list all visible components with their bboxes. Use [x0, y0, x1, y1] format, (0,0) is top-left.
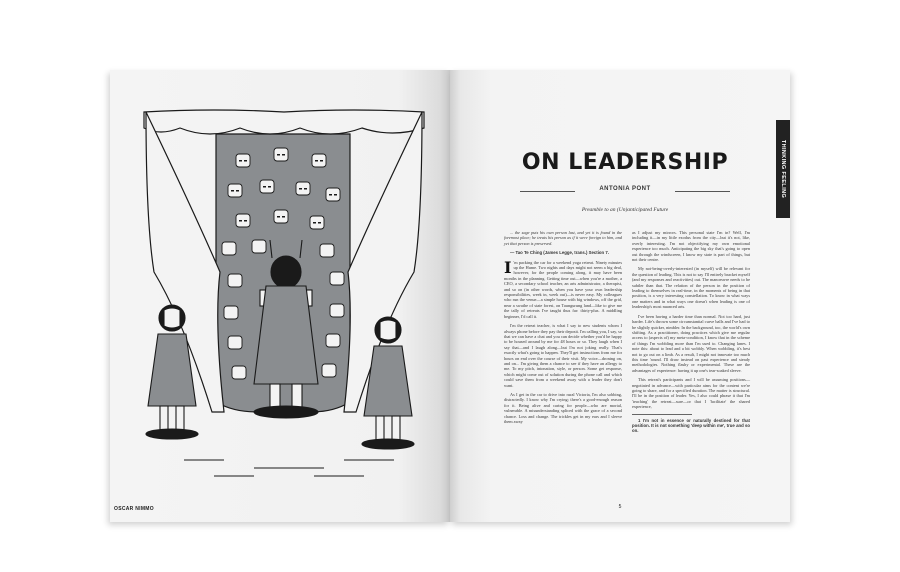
- epigraph: ... the sage puts his own person last, and yet it is found in the foremost place; he treats his person as if it were foreign to him, and yet that person is preserved.: [504, 230, 622, 246]
- paragraph: as I adjust my mirrors. This personal state I'm in? Well, I'm including it—in my little exodus from the city—but it's not, like, overly interesting. I'm not objectifying my own emotional experience too much. Anticipating the big sky that's going to open out through the windscreen, I know my state is part of things, but not their centre.: [632, 230, 750, 263]
- author-row: [520, 186, 730, 196]
- drop-cap: I: [504, 257, 512, 277]
- curtain-top: [144, 110, 424, 134]
- footnote: 1 I'm not in essence or naturally destined for that position. It is not something 'deep within me', true and so on.: [632, 417, 750, 434]
- article-subtitle: Preamble to an (Un)anticipated Future: [581, 207, 669, 213]
- illustration-credit: OSCAR NIMMO: [114, 506, 154, 512]
- magazine-spread: [110, 70, 790, 530]
- article-title: ON LEADERSHIP: [521, 150, 729, 175]
- paragraph: As I get in the car to drive into rural Victoria, I'm also sobbing, distractedly. I know why I'm crying; there's a good-enough reason for it. Being alive and caring for people—who are mortal, vulnerable. A misunderstanding spliced with the grace of a second chance. Loss and change. The trickles get in my ears and I sleeve them away: [504, 391, 622, 424]
- body-column-1: [504, 230, 622, 428]
- paragraph: I've been having a harder time than normal. Not too hard, just harder. Life's thrown some circumstantial curve balls and I've had to be slightly quicker, nimbler. In the background, too, the world's own shifting. As a practitioner, doing practices which give me regular access to (aspects of) my meta-condition, I know that in the scheme of things I'm wobbling more than I'm used to. Changing lanes. I note this: about to lead and a bit wobbly. When wobbling, it's best not to go out on a limb. As a result, I might not innovate too much this time 'round. I'll draw instead on past experience and steady methodologies. Nothing flashy or experimental. These are the advantages of experience: having it up one's tear-soaked sleeve.: [632, 313, 750, 373]
- stage-illustration: [124, 72, 436, 492]
- section-tab: [776, 120, 790, 218]
- left-page: [110, 70, 450, 522]
- section-label: THINKING FEELING: [780, 139, 786, 199]
- paragraph: This retreat's participants and I will be assuming positions—negotiated in advance—with particular aims for the content we're going to share, and for a specified duration. The matter is structural. I'll be in the position of leader. Yes, I also could phrase it that I'm 'teaching' the retreat—sure—or that I 'facilitate' the shared experience,: [632, 377, 750, 410]
- paragraph: I'm the retreat teacher, is what I say to new students whom I always phone before they pay their deposit. I'm calling you, I say, so that we can have a chat and you can decide whether you'd be happy to be housed around by me for 48 hours or so. They laugh when I say that—and I laugh along—but I'm not joking really. That's exactly what's going to happen. They'll get instructions from me for hours on end over the course of their visit. My voice—droning on, and on... I'm giving them a chance to see if they have an allergy to me. To my pitch, intonation, style, or person. Some get response, which might come out of solution during the phone call and which could save them from a weekend away with a leader they don't want.: [504, 323, 622, 388]
- body-column-2: [632, 230, 750, 438]
- paragraph-text: 'm packing the car for a weekend yoga retreat. Ninety minutes up the Hume. Two nights and days might not seem a big deal, however, for the people coming along, it may have been months in the planning. Getting time out—when you're a mother, a CEO, a secondary school teacher, an arts administrator, a therapist, and so on (in other words, when you have your own leadership responsibilities, week in, week out)—is never easy. My colleagues who run the venue—a simple house with big windows, off the grid, near a swathe of state forest, on Taungurung land—like to give me the tally of retreats I've taught thus far: thirty-plus. A middling beginner, I'd call it.: [504, 259, 622, 319]
- author-name: ANTONIA PONT: [599, 186, 651, 192]
- paragraph: My not-being-overly-interested (in myself) will be relevant for the question of leading. This is not to say I'll entirely bracket myself (and my responses and reactivities) out. The manoeuvre needs to be subtler than that. The relation of the person in the position of leading to themselves in real-time, in the moments of being in that position, is a very interesting constellation. To know in what ways one matters and in what ways one doesn't when leading is one of leadership's most nuanced arts.: [632, 266, 750, 310]
- stage-floor: [184, 460, 394, 476]
- paragraph: [504, 257, 622, 319]
- author-rule-right: [675, 191, 730, 192]
- page-number: 5: [618, 504, 622, 510]
- footnote-rule: [632, 414, 692, 415]
- right-page: [450, 70, 790, 522]
- epigraph-source: — Tao Te Ching (James Legge, trans.) Section 7.: [510, 250, 609, 256]
